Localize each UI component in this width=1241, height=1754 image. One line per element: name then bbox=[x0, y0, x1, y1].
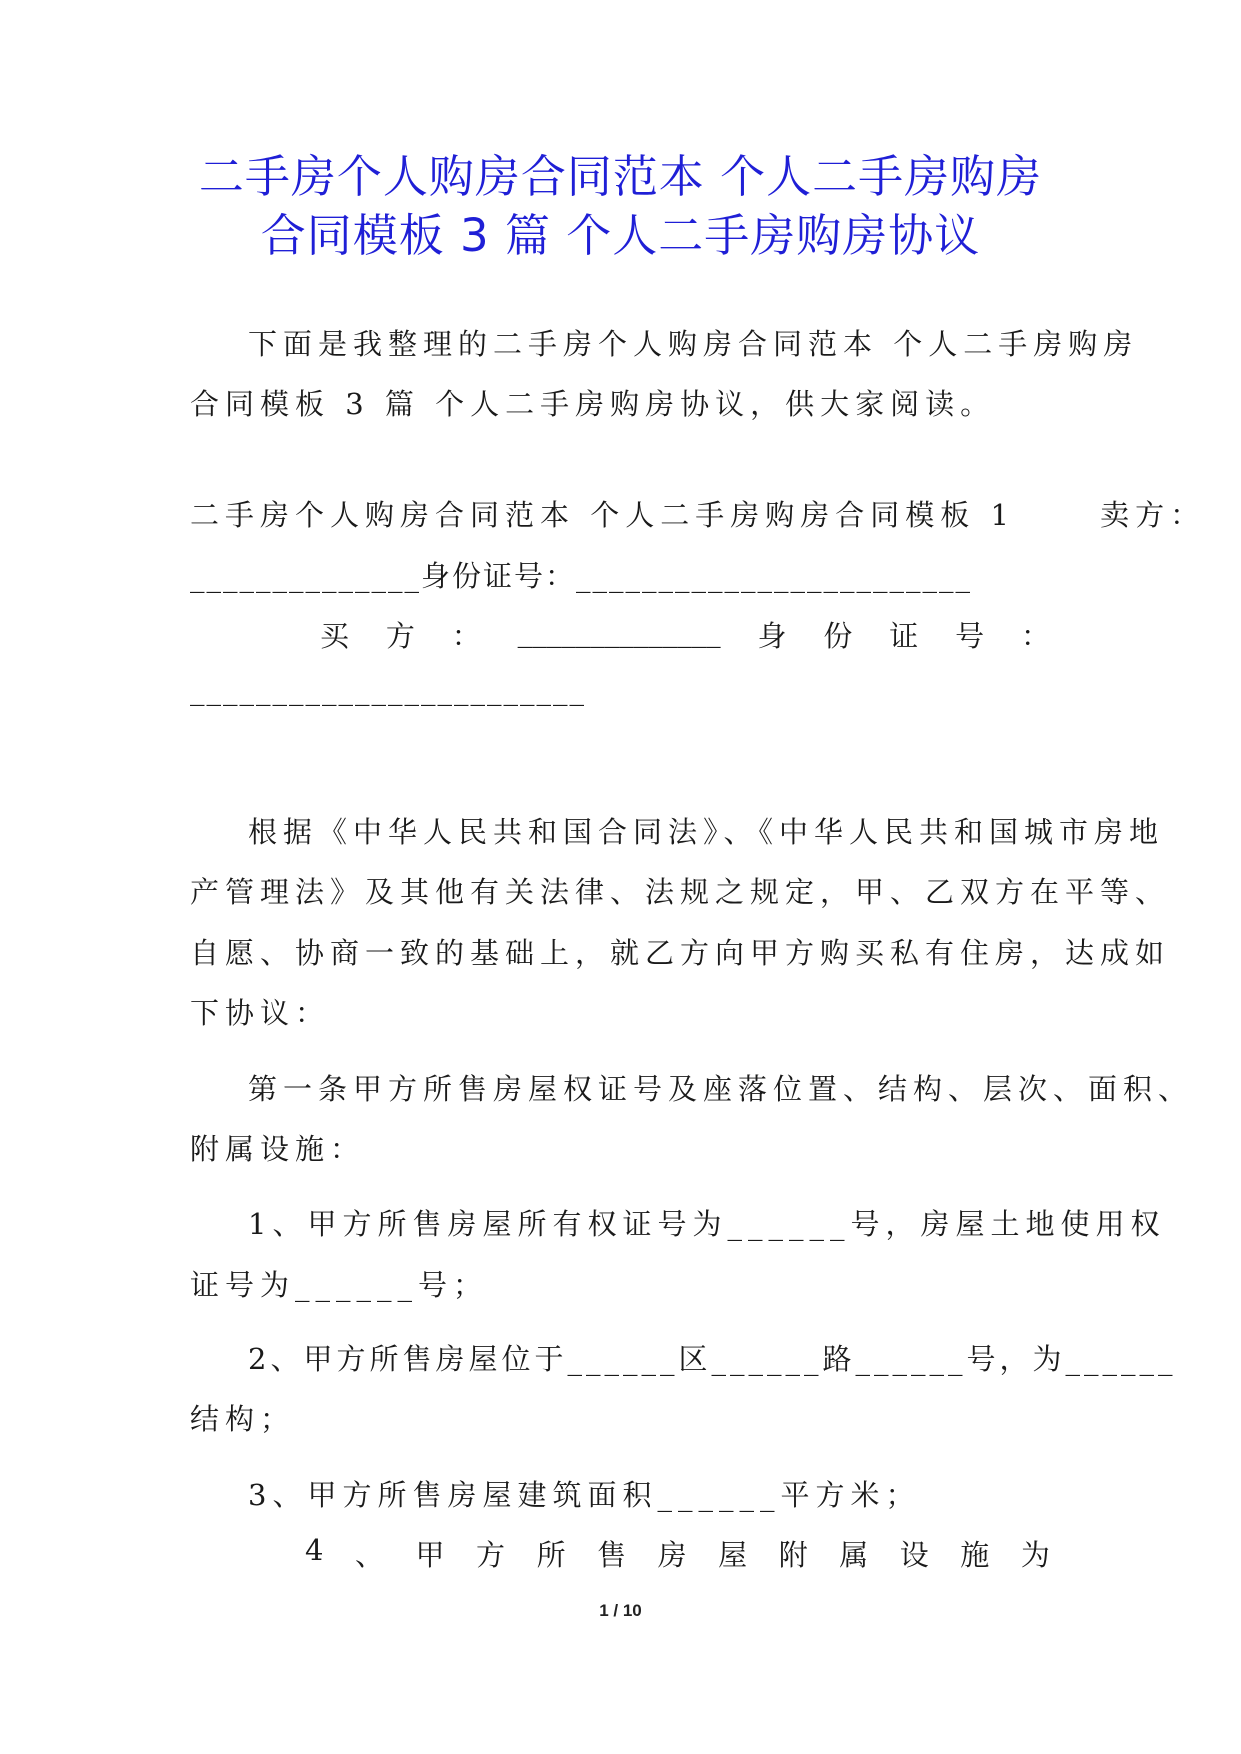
item1-line-1: 1、甲方所售房屋所有权证号为______号，房屋土地使用权 bbox=[248, 1207, 1166, 1241]
item2-line-2: 结构； bbox=[190, 1402, 296, 1436]
buyer-char: 身 bbox=[757, 619, 787, 653]
document-title-line-2: 合同模板 3 篇 个人二手房购房协议 bbox=[260, 209, 981, 262]
buyer-char: 证 bbox=[889, 619, 919, 653]
item4-char: 为 bbox=[1020, 1538, 1050, 1572]
item4-char: 售 bbox=[597, 1538, 627, 1572]
item4-char: 所 bbox=[536, 1538, 566, 1572]
buyer-char: ： bbox=[451, 619, 481, 653]
intro-line-2: 合同模板 3 篇 个人二手房购房协议，供大家阅读。 bbox=[190, 387, 996, 421]
buyer-char: 买 bbox=[320, 619, 350, 653]
buyer-char: 方 bbox=[385, 619, 415, 653]
article1-line-1: 第一条甲方所售房屋权证号及座落位置、结构、层次、面积、 bbox=[248, 1072, 1194, 1106]
page-number: 1 / 10 bbox=[599, 1601, 642, 1620]
document-title-line-1: 二手房个人购房合同范本 个人二手房购房 bbox=[198, 150, 1043, 203]
buyer-char: 号 bbox=[955, 619, 985, 653]
item4-char: 屋 bbox=[718, 1538, 748, 1572]
buyer-char: ： bbox=[1020, 619, 1050, 653]
item4-char: 方 bbox=[476, 1538, 506, 1572]
para1-line-3: 自愿、协商一致的基础上，就乙方向甲方购买私有住房，达成如 bbox=[190, 936, 1171, 970]
para1-line-2: 产管理法》及其他有关法律、法规之规定，甲、乙双方在平等、 bbox=[190, 875, 1171, 909]
buyer-line bbox=[320, 614, 1050, 655]
item4-char: 、 bbox=[354, 1538, 384, 1572]
item2-line-1: 2、甲方所售房屋位于______区______路______号，为______ bbox=[248, 1342, 1177, 1376]
section1-heading: 二手房个人购房合同范本 个人二手房购房合同模板 1 卖方： bbox=[190, 498, 1206, 532]
intro-line-1: 下面是我整理的二手房个人购房合同范本 个人二手房购房 bbox=[248, 327, 1139, 361]
buyer-char: 份 bbox=[823, 619, 853, 653]
item4-char: 4 bbox=[305, 1533, 324, 1567]
buyer-id-line: ________________________ bbox=[190, 672, 586, 706]
item4-char: 施 bbox=[960, 1538, 990, 1572]
para1-line-1: 根据《中华人民共和国合同法》、《中华人民共和国城市房地 bbox=[248, 815, 1165, 849]
item4-char: 甲 bbox=[415, 1538, 445, 1572]
seller-id-line: ______________身份证号：________________________ bbox=[190, 559, 973, 593]
item1-line-2: 证号为______号； bbox=[190, 1268, 489, 1302]
item4-char: 属 bbox=[839, 1538, 869, 1572]
article1-line-2: 附属设施： bbox=[190, 1132, 366, 1166]
item3-line: 3、甲方所售房屋建筑面积______平方米； bbox=[248, 1478, 921, 1512]
item4-char: 房 bbox=[657, 1538, 687, 1572]
para1-line-4: 下协议： bbox=[190, 996, 331, 1030]
buyer-blank: ______________ bbox=[517, 614, 721, 648]
item4-line bbox=[305, 1533, 1050, 1574]
item4-char: 设 bbox=[899, 1538, 929, 1572]
item4-char: 附 bbox=[778, 1538, 808, 1572]
